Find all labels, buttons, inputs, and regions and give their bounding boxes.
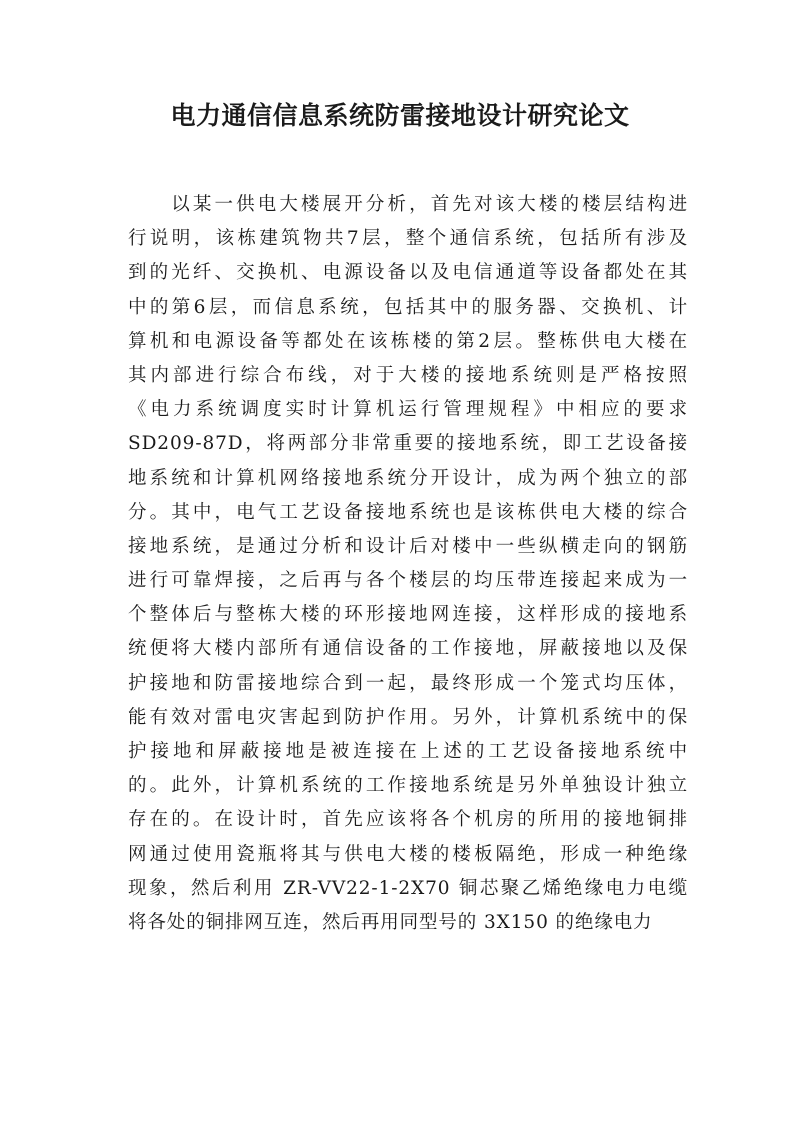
text-line: SD209-87D，将两部分非常重要的接地系统，即工艺设备接 (128, 433, 688, 455)
text-line: 将各处的铜排网互连，然后再用同型号的 3X150 的绝缘电力 (128, 911, 653, 933)
text-line: 算机和电源设备等都处在该栋楼的第2层。整栋供电大楼在 (128, 330, 688, 352)
text-line: 护接地和防雷接地综合到一起，最终形成一个笼式均压体， (128, 672, 688, 694)
text-line: 中的第6层，而信息系统，包括其中的服务器、交换机、计 (128, 296, 688, 318)
text-line: 统便将大楼内部所有通信设备的工作接地，屏蔽接地以及保 (128, 638, 688, 660)
text-line: 《电力系统调度实时计算机运行管理规程》中相应的要求 (128, 399, 688, 421)
text-line: 接地系统，是通过分析和设计后对楼中一些纵横走向的钢筋 (128, 535, 688, 557)
text-line: 的。此外，计算机系统的工作接地系统是另外单独设计独立 (128, 775, 688, 797)
text-line: 地系统和计算机网络接地系统分开设计，成为两个独立的部 (128, 467, 688, 489)
text-line: 行说明，该栋建筑物共7层，整个通信系统，包括所有涉及 (128, 228, 688, 250)
body-paragraph (128, 188, 688, 940)
text-line: 网通过使用瓷瓶将其与供电大楼的楼板隔绝，形成一种绝缘 (128, 843, 688, 865)
text-line: 以某一供电大楼展开分析，首先对该大楼的楼层结构进 (128, 194, 688, 215)
text-line: 分。其中，电气工艺设备接地系统也是该栋供电大楼的综合 (128, 501, 688, 523)
text-line: 到的光纤、交换机、电源设备以及电信通道等设备都处在其 (128, 262, 688, 284)
document-title: 电力通信信息系统防雷接地设计研究论文 (170, 101, 630, 130)
text-line: 现象，然后利用 ZR-VV22-1-2X70 铜芯聚乙烯绝缘电力电缆 (128, 877, 688, 899)
text-line: 能有效对雷电灾害起到防护作用。另外，计算机系统中的保 (128, 706, 688, 728)
text-line: 进行可靠焊接，之后再与各个楼层的均压带连接起来成为一 (128, 570, 688, 592)
text-line: 存在的。在设计时，首先应该将各个机房的所用的接地铜排 (128, 809, 688, 831)
text-line: 其内部进行综合布线，对于大楼的接地系统则是严格按照 (128, 364, 688, 386)
text-line: 个整体后与整栋大楼的环形接地网连接，这样形成的接地系 (128, 604, 688, 626)
text-line: 护接地和屏蔽接地是被连接在上述的工艺设备接地系统中 (128, 741, 688, 762)
